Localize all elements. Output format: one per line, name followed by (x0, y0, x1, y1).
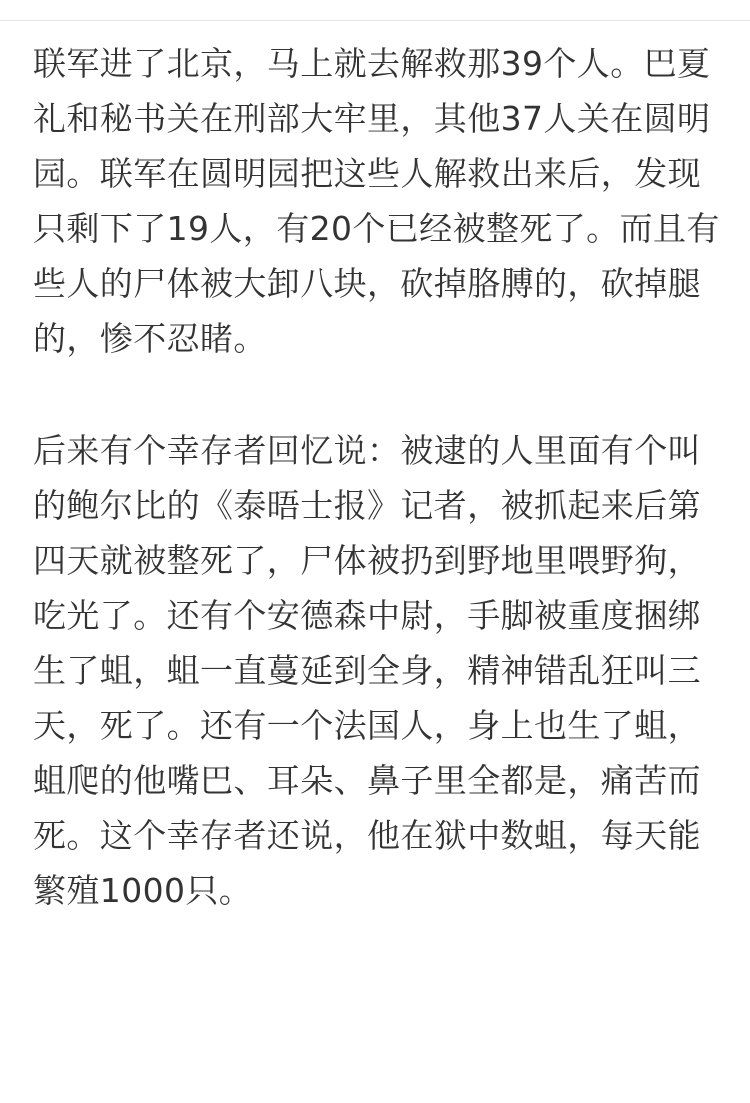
article-body (33, 36, 723, 918)
text-line: 园。联军在圆明园把这些人解救出来后，发现 (33, 154, 701, 193)
text-line: 繁殖1000只。 (33, 871, 253, 910)
paragraph-gap (33, 366, 723, 423)
text-line: 后来有个幸存者回忆说：被逮的人里面有个叫 (33, 431, 701, 470)
text-line: 吃光了。还有个安德森中尉，手脚被重度捆绑 (33, 596, 701, 635)
text-line: 只剩下了19人，有20个已经被整死了。而且有 (33, 209, 720, 248)
text-line: 礼和秘书关在刑部大牢里，其他37人关在圆明 (33, 99, 711, 138)
text-line: 四天就被整死了，尸体被扔到野地里喂野狗， (33, 541, 701, 580)
text-line: 的，惨不忍睹。 (33, 319, 267, 358)
text-line: 联军进了北京，马上就去解救那39个人。巴夏 (33, 44, 711, 83)
text-line: 死。这个幸存者还说，他在狱中数蛆，每天能 (33, 816, 701, 855)
top-divider (0, 20, 750, 21)
text-line: 蛆爬的他嘴巴、耳朵、鼻子里全都是，痛苦而 (33, 761, 701, 800)
text-line: 天，死了。还有一个法国人，身上也生了蛆， (33, 706, 701, 745)
paragraph-2 (33, 423, 723, 918)
paragraph-1 (33, 36, 723, 366)
text-line: 生了蛆，蛆一直蔓延到全身，精神错乱狂叫三 (33, 651, 701, 690)
text-line: 些人的尸体被大卸八块，砍掉胳膊的，砍掉腿 (33, 264, 701, 303)
text-line: 的鲍尔比的《泰晤士报》记者，被抓起来后第 (33, 486, 701, 525)
